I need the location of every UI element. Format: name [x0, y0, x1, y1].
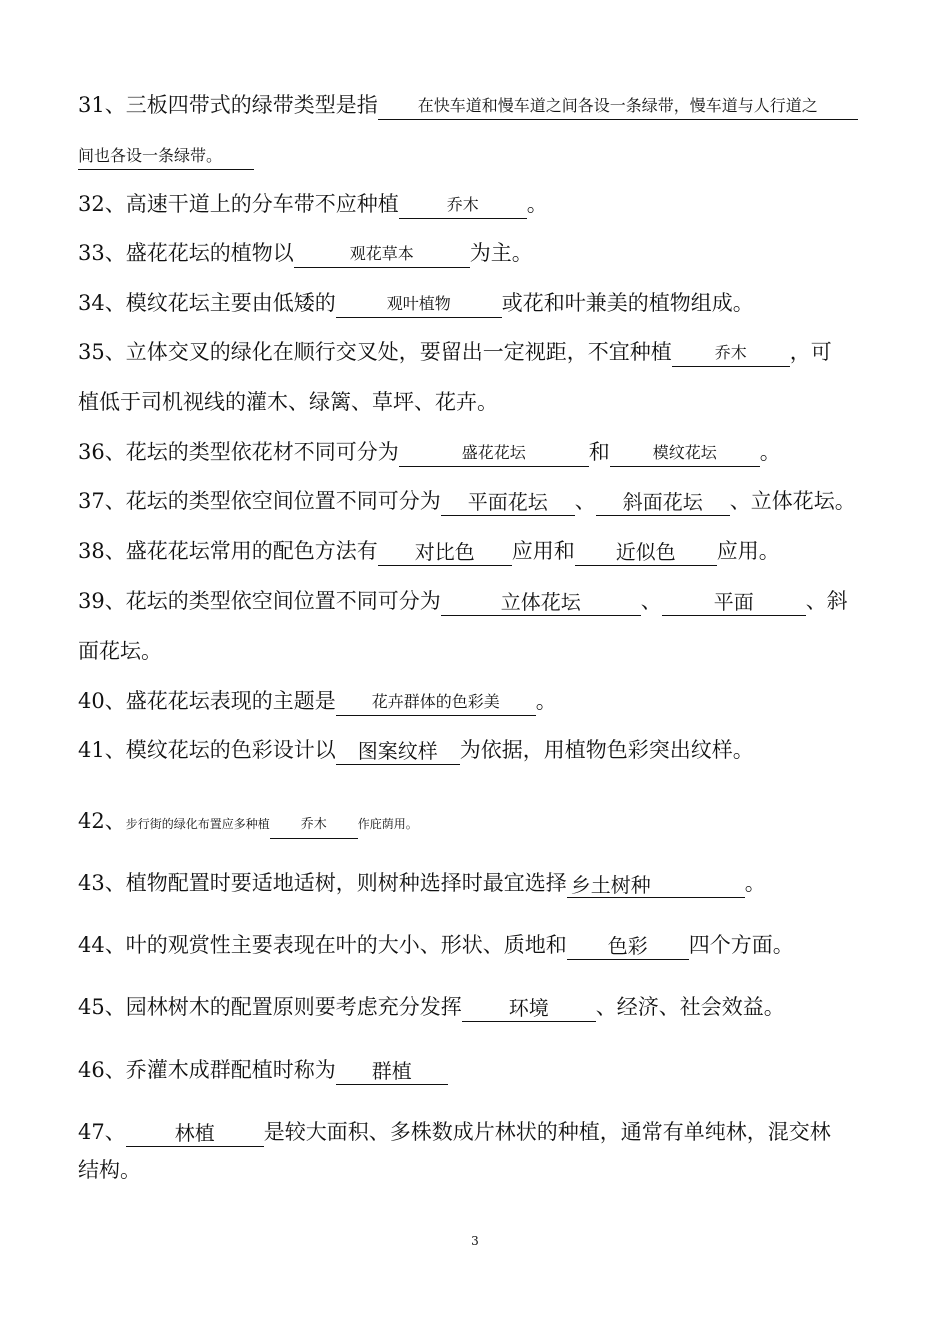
- question-35: 35、立体交叉的绿化在顺行交叉处，要留出一定视距，不宜种植 乔木 ，可: [78, 337, 832, 367]
- question-31: 31、三板四带式的绿带类型是指 在快车道和慢车道之间各设一条绿带，慢车道与人行道之: [78, 90, 858, 120]
- question-37: 37、花坛的类型依空间位置不同可分为 平面花坛 、 斜面花坛 、立体花坛。: [78, 489, 856, 514]
- question-40: 40、盛花花坛表现的主题是 花卉群体的色彩美 。: [78, 686, 557, 716]
- question-42: 42、步行街的绿化布置应多种植 乔木 作庇荫用。: [78, 806, 418, 836]
- answer-blank: 乔木: [672, 338, 790, 367]
- answer-blank: 观叶植物: [336, 289, 502, 318]
- question-34: 34、模纹花坛主要由低矮的 观叶植物 或花和叶兼美的植物组成。: [78, 288, 754, 318]
- answer-blank: 斜面花坛: [596, 487, 730, 516]
- question-43: 43、植物配置时要适地适树，则树种选择时最宜选择 乡土树种 。: [78, 871, 766, 897]
- question-35-cont: 植低于司机视线的灌木、绿篱、草坪、花卉。: [78, 390, 498, 414]
- answer-blank: 立体花坛: [441, 587, 641, 616]
- answer-blank: 花卉群体的色彩美: [336, 687, 536, 716]
- answer-blank: 环境: [462, 993, 596, 1022]
- question-44: 44、叶的观赏性主要表现在叶的大小、形状、质地和 色彩 四个方面。: [78, 933, 794, 958]
- answer-blank: 模纹花坛: [610, 438, 760, 467]
- question-41: 41、模纹花坛的色彩设计以 图案纹样 为依据，用植物色彩突出纹样。: [78, 738, 754, 763]
- answer-blank: 平面花坛: [441, 487, 575, 516]
- answer-blank: 群植: [336, 1056, 448, 1085]
- answer-blank: 间也各设一条绿带。: [78, 141, 254, 170]
- answer-blank: 乔木: [270, 810, 358, 839]
- question-33: 33、盛花花坛的植物以 观花草本 为主。: [78, 238, 533, 268]
- answer-blank: 乔木: [399, 190, 527, 219]
- question-36: 36、花坛的类型依花材不同可分为 盛花花坛 和 模纹花坛 。: [78, 437, 781, 467]
- answer-blank: 近似色: [575, 537, 717, 566]
- answer-blank: 图案纹样: [336, 736, 460, 765]
- page-number: 3: [471, 1234, 479, 1248]
- question-47: 47、 林植 是较大面积、多株数成片林状的种植，通常有单纯林，混交林: [78, 1120, 831, 1145]
- answer-blank: 对比色: [378, 537, 512, 566]
- question-39: 39、花坛的类型依空间位置不同可分为 立体花坛 、 平面 、斜: [78, 589, 848, 614]
- answer-blank: 盛花花坛: [399, 438, 589, 467]
- question-46: 46、乔灌木成群配植时称为 群植: [78, 1055, 448, 1085]
- answer-blank: 林植: [126, 1118, 264, 1147]
- answer-blank: 在快车道和慢车道之间各设一条绿带，慢车道与人行道之: [378, 91, 858, 120]
- question-47-cont: 结构。: [78, 1158, 141, 1182]
- question-39-cont: 面花坛。: [78, 639, 162, 663]
- question-32: 32、高速干道上的分车带不应种植 乔木 。: [78, 189, 548, 219]
- answer-blank: 乡土树种: [567, 870, 745, 898]
- answer-blank: 色彩: [567, 931, 689, 960]
- answer-blank: 平面: [662, 587, 806, 616]
- question-38: 38、盛花花坛常用的配色方法有 对比色 应用和 近似色 应用。: [78, 539, 780, 564]
- answer-blank: 观花草本: [294, 239, 470, 268]
- question-45: 45、园林树木的配置原则要考虑充分发挥 环境 、经济、社会效益。: [78, 995, 785, 1020]
- question-31-cont: [78, 140, 254, 170]
